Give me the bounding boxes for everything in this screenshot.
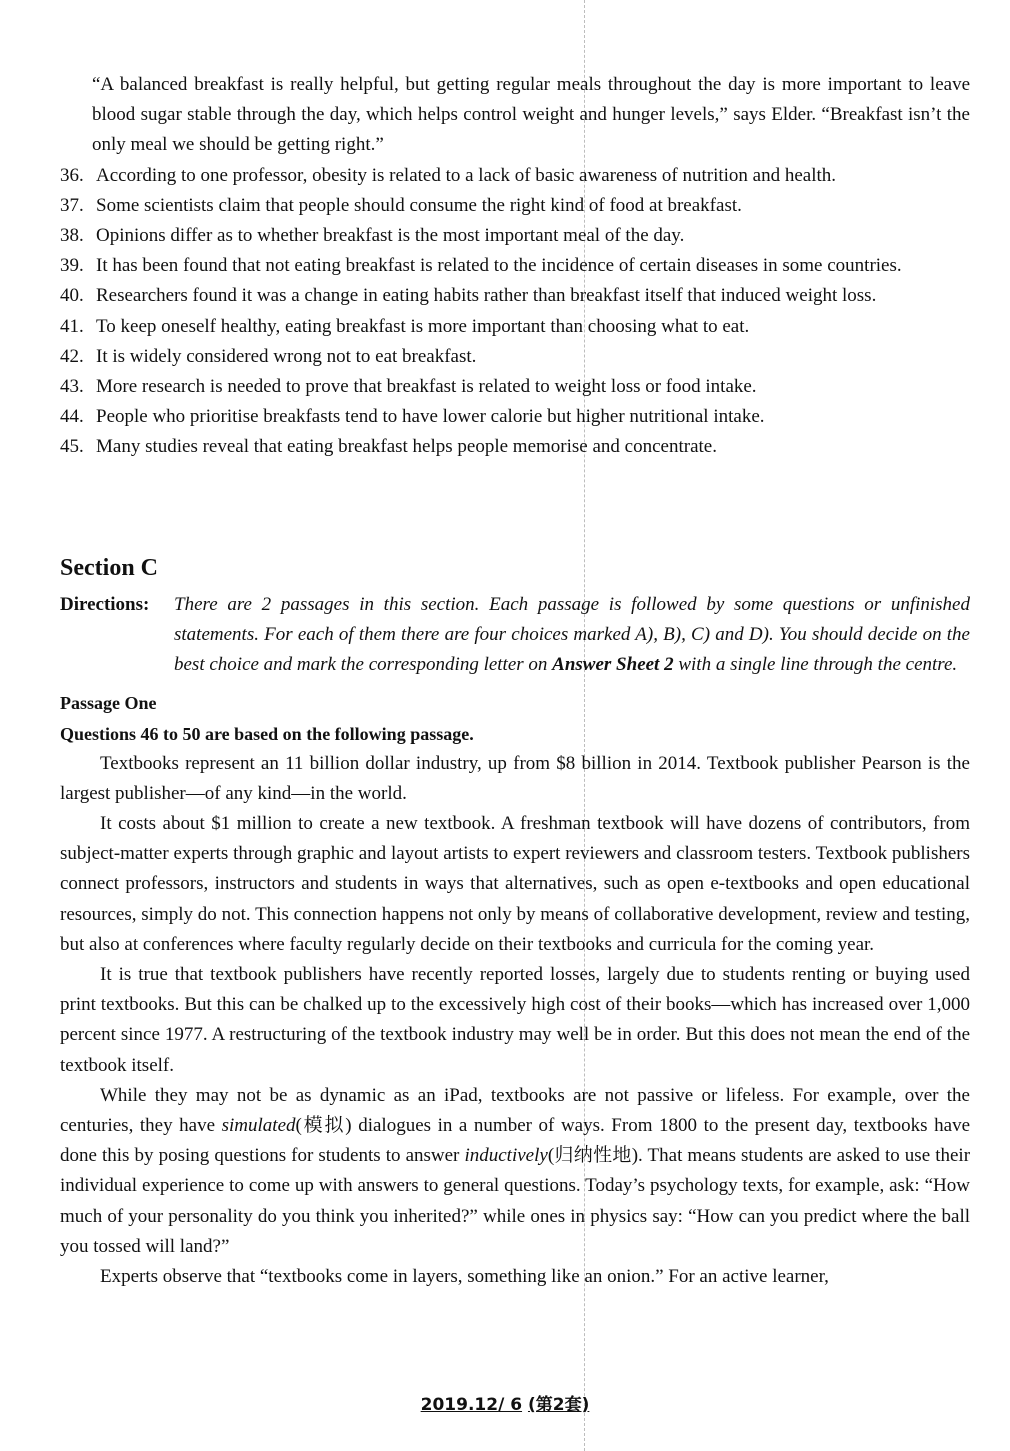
passage-paragraph-4 (60, 1081, 970, 1262)
statement-text: Some scientists claim that people should consume the right kind of food at breakfast. (96, 194, 742, 216)
statement-number: 42. (60, 345, 84, 367)
passage-title: Passage One (60, 692, 157, 713)
statement-item (60, 342, 970, 372)
footer-date: 2019.12 (420, 1395, 499, 1415)
questions-line: Questions 46 to 50 are based on the following passage. (60, 723, 474, 744)
statement-text: It is widely considered wrong not to eat breakfast. (96, 345, 477, 367)
gloss-simulated: (模拟) (295, 1115, 352, 1137)
statement-item (60, 281, 970, 311)
statement-item (60, 221, 970, 251)
statement-text: More research is needed to prove that breakfast is related to weight loss or food intake. (96, 376, 757, 398)
statement-item (60, 191, 970, 221)
term-inductively: inductively (464, 1145, 548, 1167)
p4-part-a: While they may not be as dynamic as an iPad, textbooks are not passive or lifeless. For example, over the centuries, they have (60, 1084, 970, 1137)
page-footer (0, 1390, 1010, 1415)
statement-item (60, 402, 970, 432)
statement-item (60, 432, 970, 462)
statement-number: 44. (60, 406, 84, 428)
passage-continuation (60, 70, 970, 463)
statement-number: 45. (60, 436, 84, 458)
directions-label: Directions: (60, 594, 150, 615)
footer-set: (第2套) (527, 1395, 590, 1415)
directions-end: with a single line through the centre. (678, 654, 958, 676)
statement-text: It has been found that not eating breakfast is related to the incidence of certain diseases in some countries. (96, 255, 902, 277)
term-simulated: simulated (221, 1115, 296, 1137)
statement-text: Researchers found it was a change in eating habits rather than breakfast itself that induced weight loss. (96, 285, 877, 307)
statement-number: 40. (60, 285, 84, 307)
statement-item (60, 372, 970, 402)
passage-paragraph-1: Textbooks represent an 11 billion dollar industry, up from $8 billion in 2014. Textbook publisher Pearson is the largest publisher—of any kind—in the world. (60, 752, 970, 804)
passage-paragraph-5: Experts observe that “textbooks come in layers, something like an onion.” For an active learner, (100, 1266, 829, 1288)
statement-item (60, 251, 970, 281)
statement-text: According to one professor, obesity is related to a lack of basic awareness of nutrition and health. (96, 164, 837, 186)
gloss-inductively: (归纳性地). (547, 1145, 643, 1167)
section-c (60, 552, 970, 1292)
answer-sheet-ref: Answer Sheet 2 (552, 654, 674, 676)
statement-number: 37. (60, 194, 84, 216)
directions (60, 590, 970, 681)
footer-page: / 6 (498, 1395, 523, 1415)
p4-part-c: That means students are asked to use their individual experience to come up with answers to general questions. Today’s psychology texts, for example, ask: “How much of your personality do you think you inherited?” while ones in physics say: “How can you predict where the ball you tossed will land?” (60, 1145, 971, 1257)
p4-part-b: dialogues in a number of ways. From 1800 to the present day, textbooks have done this by posing questions for students to answer (60, 1115, 971, 1167)
statement-text: Many studies reveal that eating breakfast helps people memorise and concentrate. (96, 436, 717, 458)
statement-text: To keep oneself healthy, eating breakfast is more important than choosing what to eat. (96, 315, 750, 337)
statement-list (60, 161, 970, 463)
statement-item (60, 312, 970, 342)
statement-item (60, 161, 970, 191)
directions-body: There are 2 passages in this section. Each passage is followed by some questions or unfinished statements. For each of them there are four choices marked A), B), C) and D). You should decide on the best choice and mark the corresponding letter on (174, 594, 970, 676)
statement-number: 39. (60, 255, 84, 277)
passage-paragraph-3: It is true that textbook publishers have recently reported losses, largely due to students renting or buying used print textbooks. But this can be chalked up to the excessively high cost of their books—which has increased over 1,000 percent since 1977. A restructuring of the textbook industry may well be in order. But this does not mean the end of the textbook itself. (60, 964, 970, 1076)
statement-number: 36. (60, 164, 84, 186)
statement-number: 38. (60, 225, 84, 247)
directions-text (174, 590, 970, 681)
quote-paragraph: “A balanced breakfast is really helpful, but getting regular meals throughout the day is more important to leave blood sugar stable through the day, which helps control weight and hunger levels,” says Elder. “Breakfast isn’t the only meal we should be getting right.” (92, 74, 970, 156)
passage-paragraph-2: It costs about $1 million to create a new textbook. A freshman textbook will have dozens of contributors, from subject-matter experts through graphic and layout artists to expert reviewers and classroom testers. Textbook publishers connect professors, instructors and students in ways that alternatives, such as open e-textbooks and open educational resources, simply do not. This connection happens not only by means of collaborative development, review and testing, but also at conferences where faculty regularly decide on their textbooks and curricula for the coming year. (60, 813, 970, 955)
section-title: Section C (60, 555, 158, 581)
statement-number: 43. (60, 376, 84, 398)
statement-number: 41. (60, 315, 84, 337)
statement-text: People who prioritise breakfasts tend to have lower calorie but higher nutritional intake. (96, 406, 765, 428)
statement-text: Opinions differ as to whether breakfast is the most important meal of the day. (96, 225, 685, 247)
